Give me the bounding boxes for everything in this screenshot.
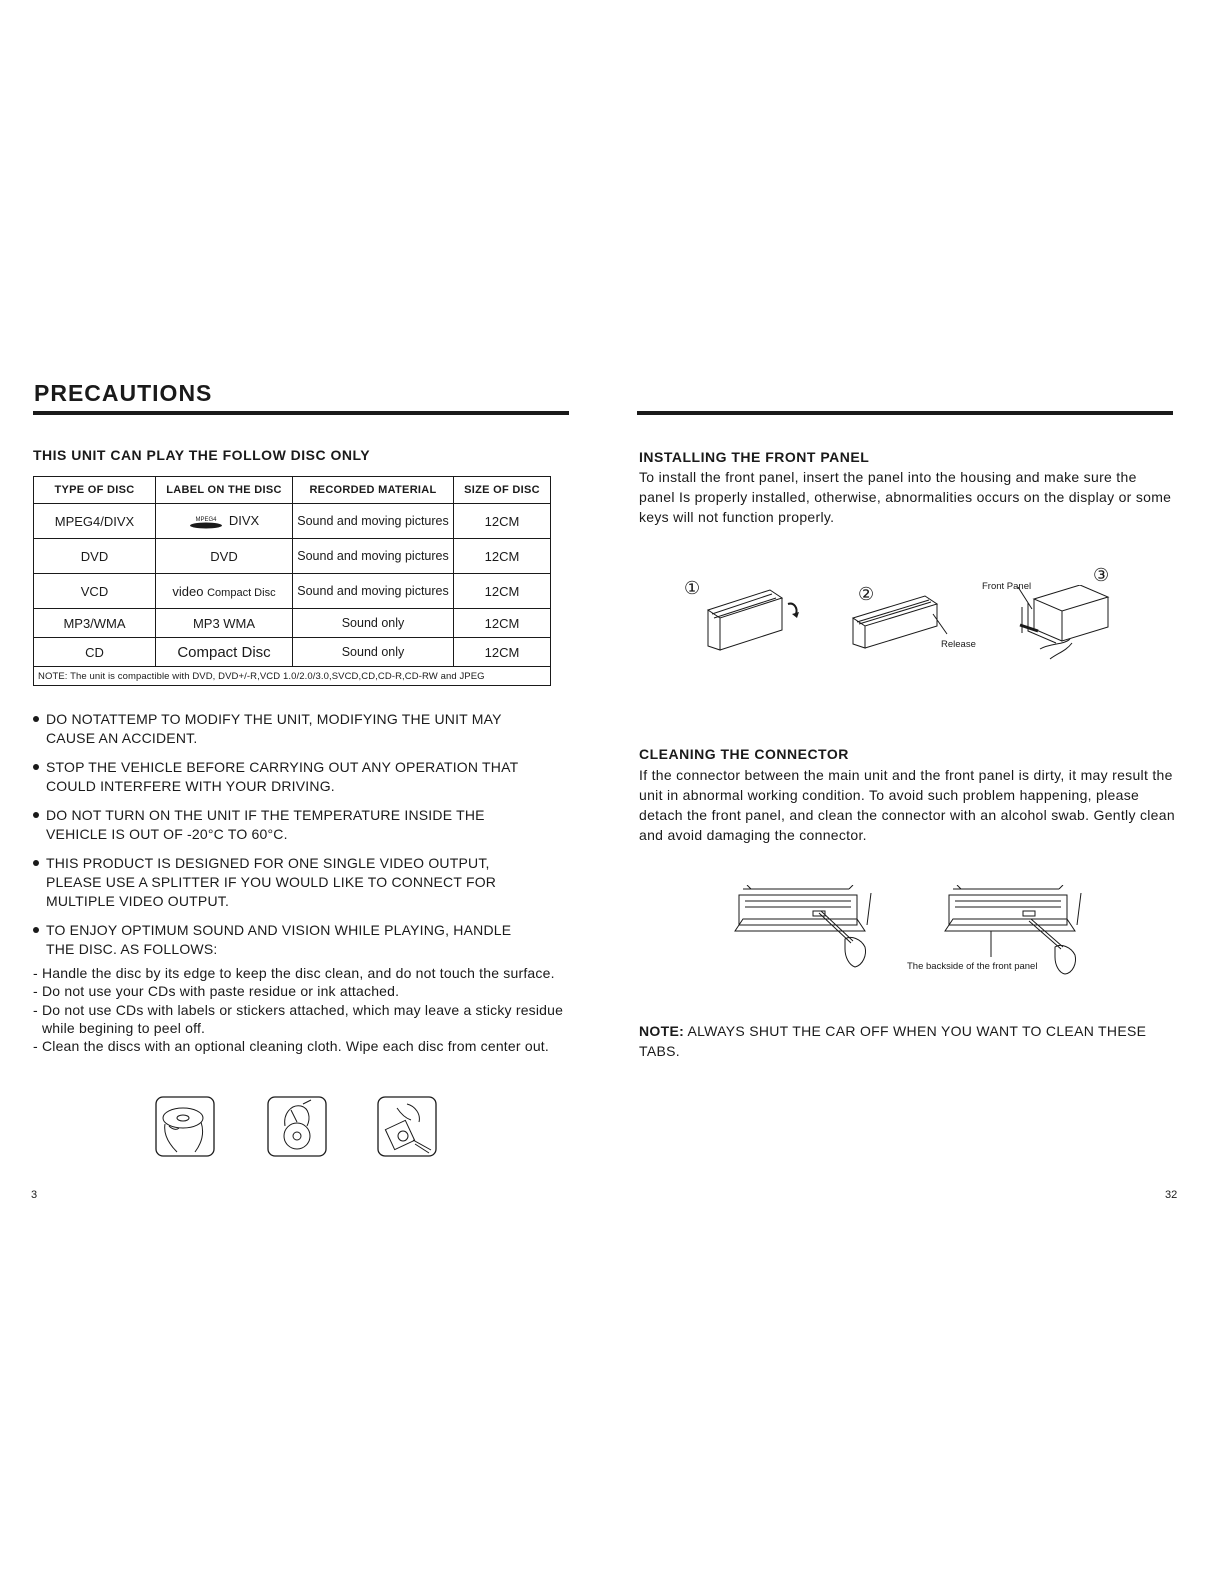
disc-label-prefix: video (172, 583, 204, 599)
install-text: To install the front panel, insert the panel into the housing and make sure the panel Is properly installed, otherwise, abnormalities occurs on the display or some keys will not function properly. (639, 469, 1172, 525)
cleaning-text: If the connector between the main unit and the front panel is dirty, it may result the unit in abnormal working condition. To avoid such problem happening, please detach the front panel, and clean the connector with an alcohol swab. Gently clean and avoid damaging the connector. (639, 767, 1175, 843)
disc-size: 12CM (454, 539, 551, 574)
bullet-icon (33, 927, 39, 933)
disc-label (156, 574, 293, 609)
note-text: ALWAYS SHUT THE CAR OFF WHEN YOU WANT TO CLEAN THESE TABS. (639, 1023, 1147, 1059)
disc-size: 12CM (454, 638, 551, 667)
disc-type: CD (34, 638, 156, 667)
disc-type: DVD (34, 539, 156, 574)
table-row (34, 574, 551, 609)
backside-label: The backside of the front panel (907, 961, 1038, 972)
step-number: ③ (1093, 565, 1110, 586)
table-row (34, 638, 551, 667)
disc-size: 12CM (454, 504, 551, 539)
disc-material: Sound and moving pictures (293, 504, 454, 539)
panel-step1-diagram (700, 588, 810, 653)
disc-material: Sound only (293, 638, 454, 667)
page-number-left: 3 (31, 1189, 38, 1201)
page-number-right: 32 (1165, 1189, 1178, 1201)
disc-handling-list (33, 964, 578, 1055)
panel-step3-diagram (1010, 585, 1115, 660)
note-label: NOTE: (639, 1023, 685, 1039)
mpeg4-video-logo (189, 515, 223, 529)
list-item: - Handle the disc by its edge to keep the disc clean, and do not touch the surface. (33, 965, 555, 981)
hold-disc-edge-icon (155, 1096, 215, 1157)
disc-label: Compact Disc (156, 638, 293, 667)
list-item: - Clean the discs with an optional cleaning cloth. Wipe each disc from center out. (33, 1038, 549, 1055)
list-item: - Do not use CDs with labels or stickers attached, which may leave a sticky residue while begining to peel off. (33, 1001, 564, 1036)
disc-label-text: Compact Disc (207, 586, 276, 599)
step-number: ② (858, 584, 875, 605)
list-item: STOP THE VEHICLE BEFORE CARRYING OUT ANY OPERATION THAT COULD INTERFERE WITH YOUR DRIVING. (33, 758, 578, 796)
front-panel-label: Front Panel (982, 581, 1032, 592)
table-row (34, 504, 551, 539)
table-row (34, 539, 551, 574)
bullet-icon (33, 764, 39, 770)
disc-type: VCD (34, 574, 156, 609)
svg-text:MPEG4: MPEG4 (195, 516, 217, 523)
table-note: NOTE: The unit is compactible with DVD, DVD+/-R,VCD 1.0/2.0/3.0,SVCD,CD,CD-R,CD-RW and JPEG (34, 667, 551, 686)
disc-size: 12CM (454, 574, 551, 609)
bullet-icon (33, 716, 39, 722)
install-heading: INSTALLING THE FRONT PANEL (639, 449, 870, 465)
disc-type: MPEG4/DIVX (34, 504, 156, 539)
note-block (639, 1021, 1169, 1061)
disc-label: DVD (156, 539, 293, 574)
disc-material: Sound and moving pictures (293, 539, 454, 574)
disc-type: MP3/WMA (34, 609, 156, 638)
cleaning-heading: CLEANING THE CONNECTOR (639, 746, 849, 762)
precaution-list (33, 710, 578, 969)
disc-table (33, 476, 551, 686)
title-rule-left (33, 411, 569, 415)
bullet-icon (33, 860, 39, 866)
title-rule-right (637, 411, 1173, 415)
list-item: THIS PRODUCT IS DESIGNED FOR ONE SINGLE VIDEO OUTPUT, PLEASE USE A SPLITTER IF YOU WOULD LIKE TO CONNECT FOR MULTIPLE VIDEO OUTPUT. (33, 854, 578, 911)
table-header-row (34, 477, 551, 504)
hold-disc-center-icon (267, 1096, 327, 1157)
table-header: RECORDED MATERIAL (293, 477, 454, 504)
list-item: - Do not use your CDs with paste residue or ink attached. (33, 983, 400, 1000)
table-note-row (34, 667, 551, 686)
table-header: LABEL ON THE DISC (156, 477, 293, 504)
release-label: Release (941, 639, 976, 650)
disc-subtitle: THIS UNIT CAN PLAY THE FOLLOW DISC ONLY (33, 447, 371, 463)
disc-label: MP3 WMA (156, 609, 293, 638)
disc-label-text: DIVX (228, 513, 260, 529)
bullet-icon (33, 812, 39, 818)
disc-size: 12CM (454, 609, 551, 638)
step-number: ① (684, 578, 701, 599)
disc-label (156, 504, 293, 539)
list-item: TO ENJOY OPTIMUM SOUND AND VISION WHILE PLAYING, HANDLE THE DISC. AS FOLLOWS: (33, 921, 578, 959)
connector-cleaning-diagram (733, 885, 873, 975)
table-header: TYPE OF DISC (34, 477, 156, 504)
list-item: DO NOTATTEMP TO MODIFY THE UNIT, MODIFYING THE UNIT MAY CAUSE AN ACCIDENT. (33, 710, 578, 748)
page-title: PRECAUTIONS (34, 380, 213, 406)
disc-material: Sound only (293, 609, 454, 638)
wipe-disc-icon (377, 1096, 437, 1157)
table-row (34, 609, 551, 638)
panel-step2-diagram (845, 588, 950, 653)
list-item: DO NOT TURN ON THE UNIT IF THE TEMPERATURE INSIDE THE VEHICLE IS OUT OF -20°C TO 60°C. (33, 806, 578, 844)
disc-material: Sound and moving pictures (293, 574, 454, 609)
table-header: SIZE OF DISC (454, 477, 551, 504)
